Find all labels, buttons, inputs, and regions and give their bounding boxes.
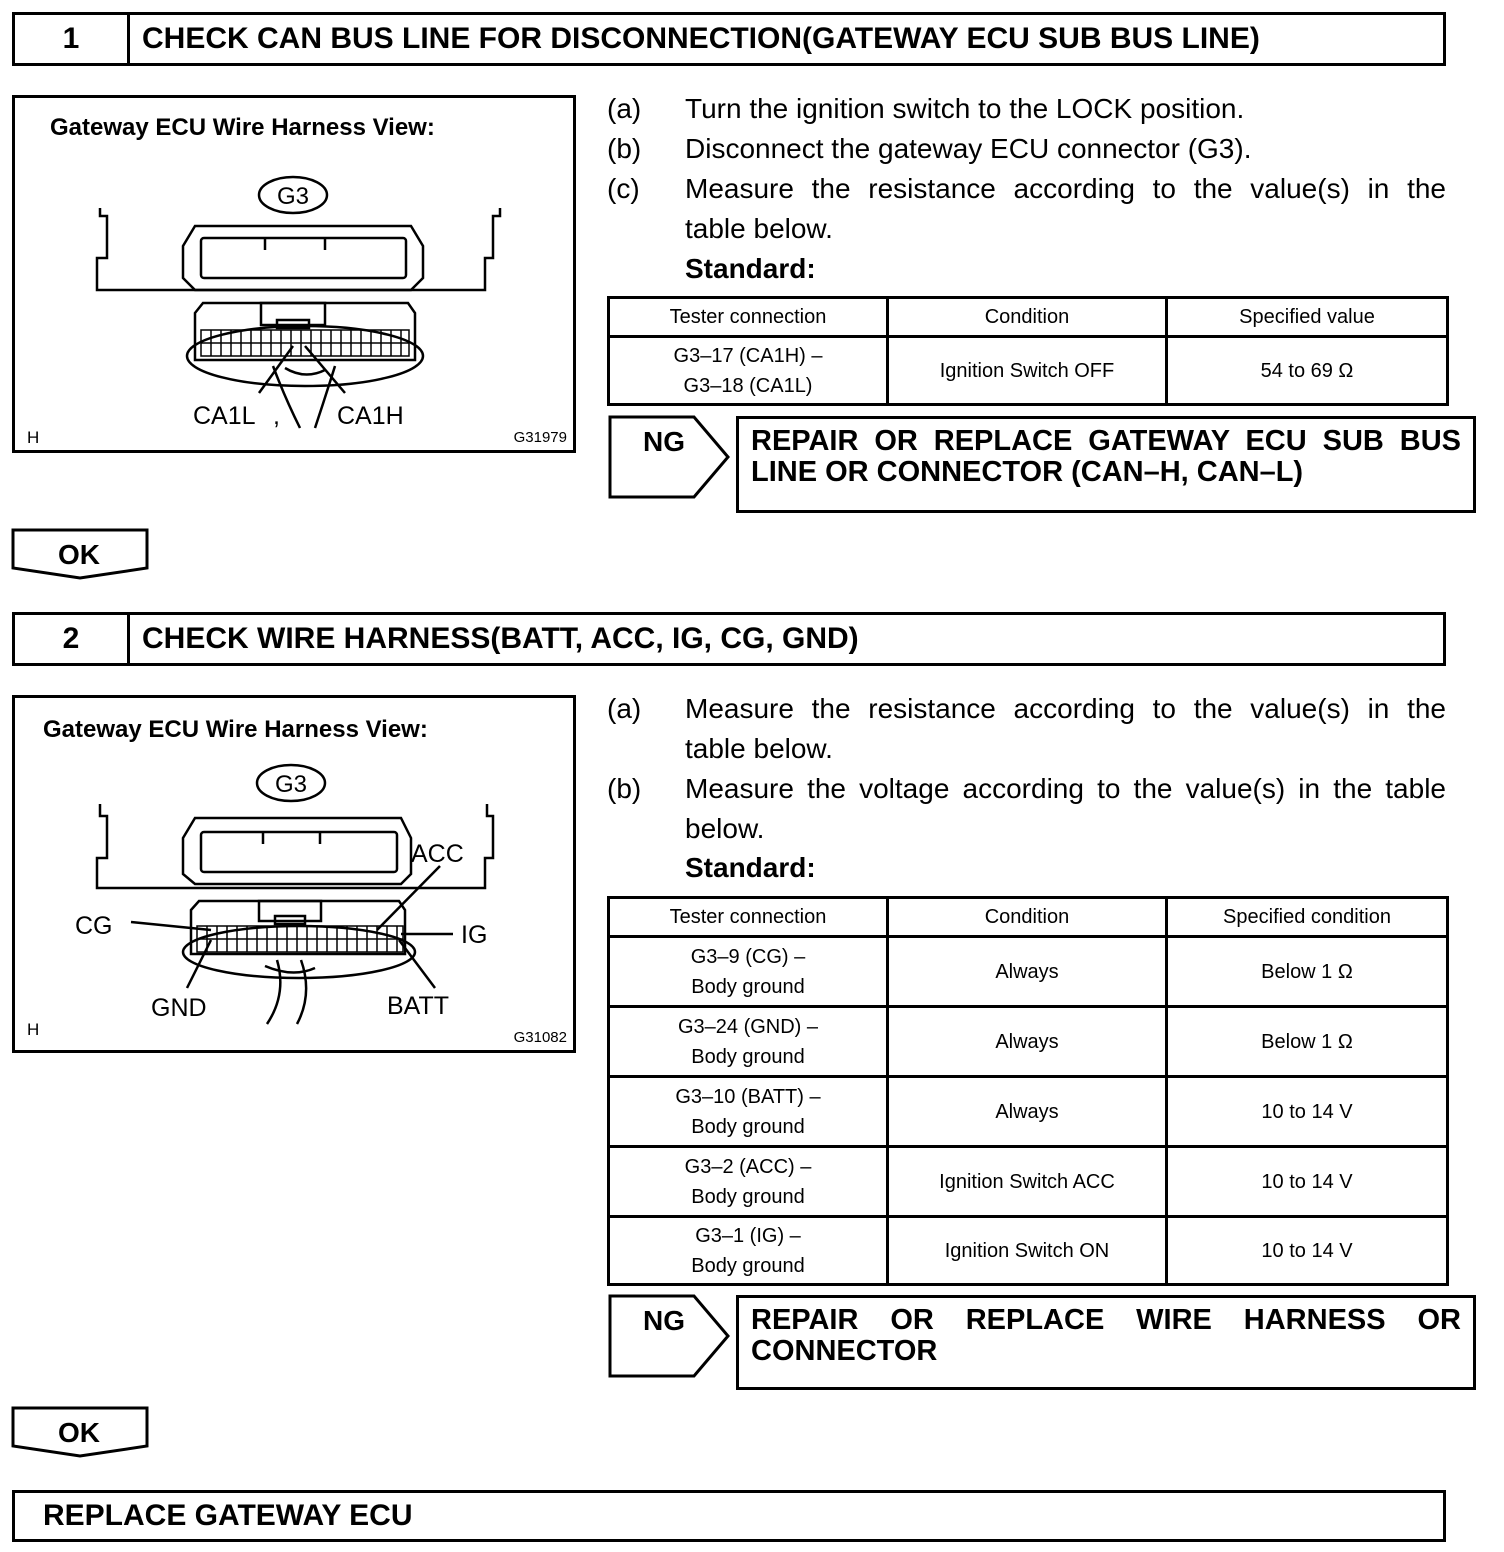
table-header: Specified condition	[1167, 898, 1448, 937]
ok-label: OK	[58, 539, 100, 570]
spec-table	[607, 296, 1449, 406]
connector-diagram	[15, 98, 573, 450]
table-header-row	[609, 298, 1448, 337]
final-step-title: REPLACE GATEWAY ECU	[43, 1499, 413, 1532]
label-ca1l: CA1L	[193, 402, 256, 430]
table-cell-value: 10 to 14 V	[1167, 1147, 1448, 1217]
label-ca1h: CA1H	[337, 402, 404, 430]
ng-arrow	[608, 1294, 732, 1378]
label-separator: ,	[273, 402, 280, 430]
table-row	[609, 1007, 1448, 1077]
step2-title: CHECK WIRE HARNESS(BATT, ACC, IG, CG, GND)	[142, 622, 859, 655]
label-cg: CG	[75, 912, 113, 940]
step2-figure	[12, 695, 576, 1053]
label-batt: BATT	[387, 992, 450, 1020]
step2-header	[12, 612, 1446, 666]
figure-title: Gateway ECU Wire Harness View:	[43, 716, 428, 743]
step2-number: 2	[15, 615, 130, 663]
table-row	[609, 1077, 1448, 1147]
step1-figure	[12, 95, 576, 453]
ng-arrow	[608, 415, 732, 499]
table-cell-condition: Always	[888, 937, 1167, 1007]
step1-title: CHECK CAN BUS LINE FOR DISCONNECTION(GATEWAY ECU SUB BUS LINE)	[142, 22, 1260, 55]
table-cell-condition: Always	[888, 1007, 1167, 1077]
figure-corner-letter: H	[27, 1020, 40, 1039]
connector-g3-label: G3	[274, 771, 308, 798]
ok-arrow	[11, 1406, 151, 1458]
figure-code: G31979	[513, 429, 567, 446]
table-cell-connection: G3–10 (BATT) – Body ground	[609, 1077, 888, 1147]
table-header: Tester connection	[609, 898, 888, 937]
figure-title: Gateway ECU Wire Harness View:	[50, 114, 435, 141]
table-cell-connection: G3–24 (GND) – Body ground	[609, 1007, 888, 1077]
ok-label: OK	[58, 1417, 100, 1448]
table-cell-value: 10 to 14 V	[1167, 1077, 1448, 1147]
step1-header	[12, 12, 1446, 66]
table-cell-value: Below 1 Ω	[1167, 1007, 1448, 1077]
ng-action-line: REPAIR OR REPLACE GATEWAY ECU SUB BUS	[751, 425, 1461, 457]
table-cell-value: Below 1 Ω	[1167, 937, 1448, 1007]
connector-diagram	[15, 698, 573, 1050]
figure-code: G31082	[513, 1029, 567, 1046]
ok-arrow	[11, 528, 151, 580]
table-row	[609, 337, 1448, 405]
table-cell-connection: G3–2 (ACC) – Body ground	[609, 1147, 888, 1217]
ng-action-line: CONNECTOR	[751, 1335, 938, 1367]
ng-action-box	[736, 1295, 1476, 1390]
figure-corner-letter: H	[27, 428, 40, 447]
final-step-box	[12, 1490, 1446, 1542]
label-ig: IG	[461, 921, 488, 949]
table-header: Tester connection	[609, 298, 888, 337]
table-row	[609, 1147, 1448, 1217]
table-header: Condition	[888, 898, 1167, 937]
ng-action-box	[736, 416, 1476, 513]
spec-table	[607, 896, 1449, 1286]
table-cell-value: 54 to 69 Ω	[1167, 337, 1448, 405]
ng-label: NG	[643, 1305, 685, 1336]
table-header: Specified value	[1167, 298, 1448, 337]
ng-action-line: REPAIR OR REPLACE WIRE HARNESS OR	[751, 1304, 1461, 1336]
table-cell-condition: Ignition Switch ON	[888, 1217, 1167, 1285]
table-cell-connection: G3–9 (CG) – Body ground	[609, 937, 888, 1007]
table-row	[609, 1217, 1448, 1285]
table-cell-condition: Ignition Switch OFF	[888, 337, 1167, 405]
step1-number: 1	[15, 15, 130, 63]
connector-g3-label: G3	[276, 183, 310, 210]
label-gnd: GND	[151, 994, 207, 1022]
table-cell-connection: G3–1 (IG) – Body ground	[609, 1217, 888, 1285]
table-cell-condition: Ignition Switch ACC	[888, 1147, 1167, 1217]
table-row	[609, 937, 1448, 1007]
table-header: Condition	[888, 298, 1167, 337]
table-cell-connection: G3–17 (CA1H) – G3–18 (CA1L)	[609, 337, 888, 405]
table-header-row	[609, 898, 1448, 937]
table-cell-condition: Always	[888, 1077, 1167, 1147]
ng-action-line: LINE OR CONNECTOR (CAN–H, CAN–L)	[751, 456, 1304, 488]
table-cell-value: 10 to 14 V	[1167, 1217, 1448, 1285]
label-acc: ACC	[411, 840, 464, 868]
ng-label: NG	[643, 426, 685, 457]
